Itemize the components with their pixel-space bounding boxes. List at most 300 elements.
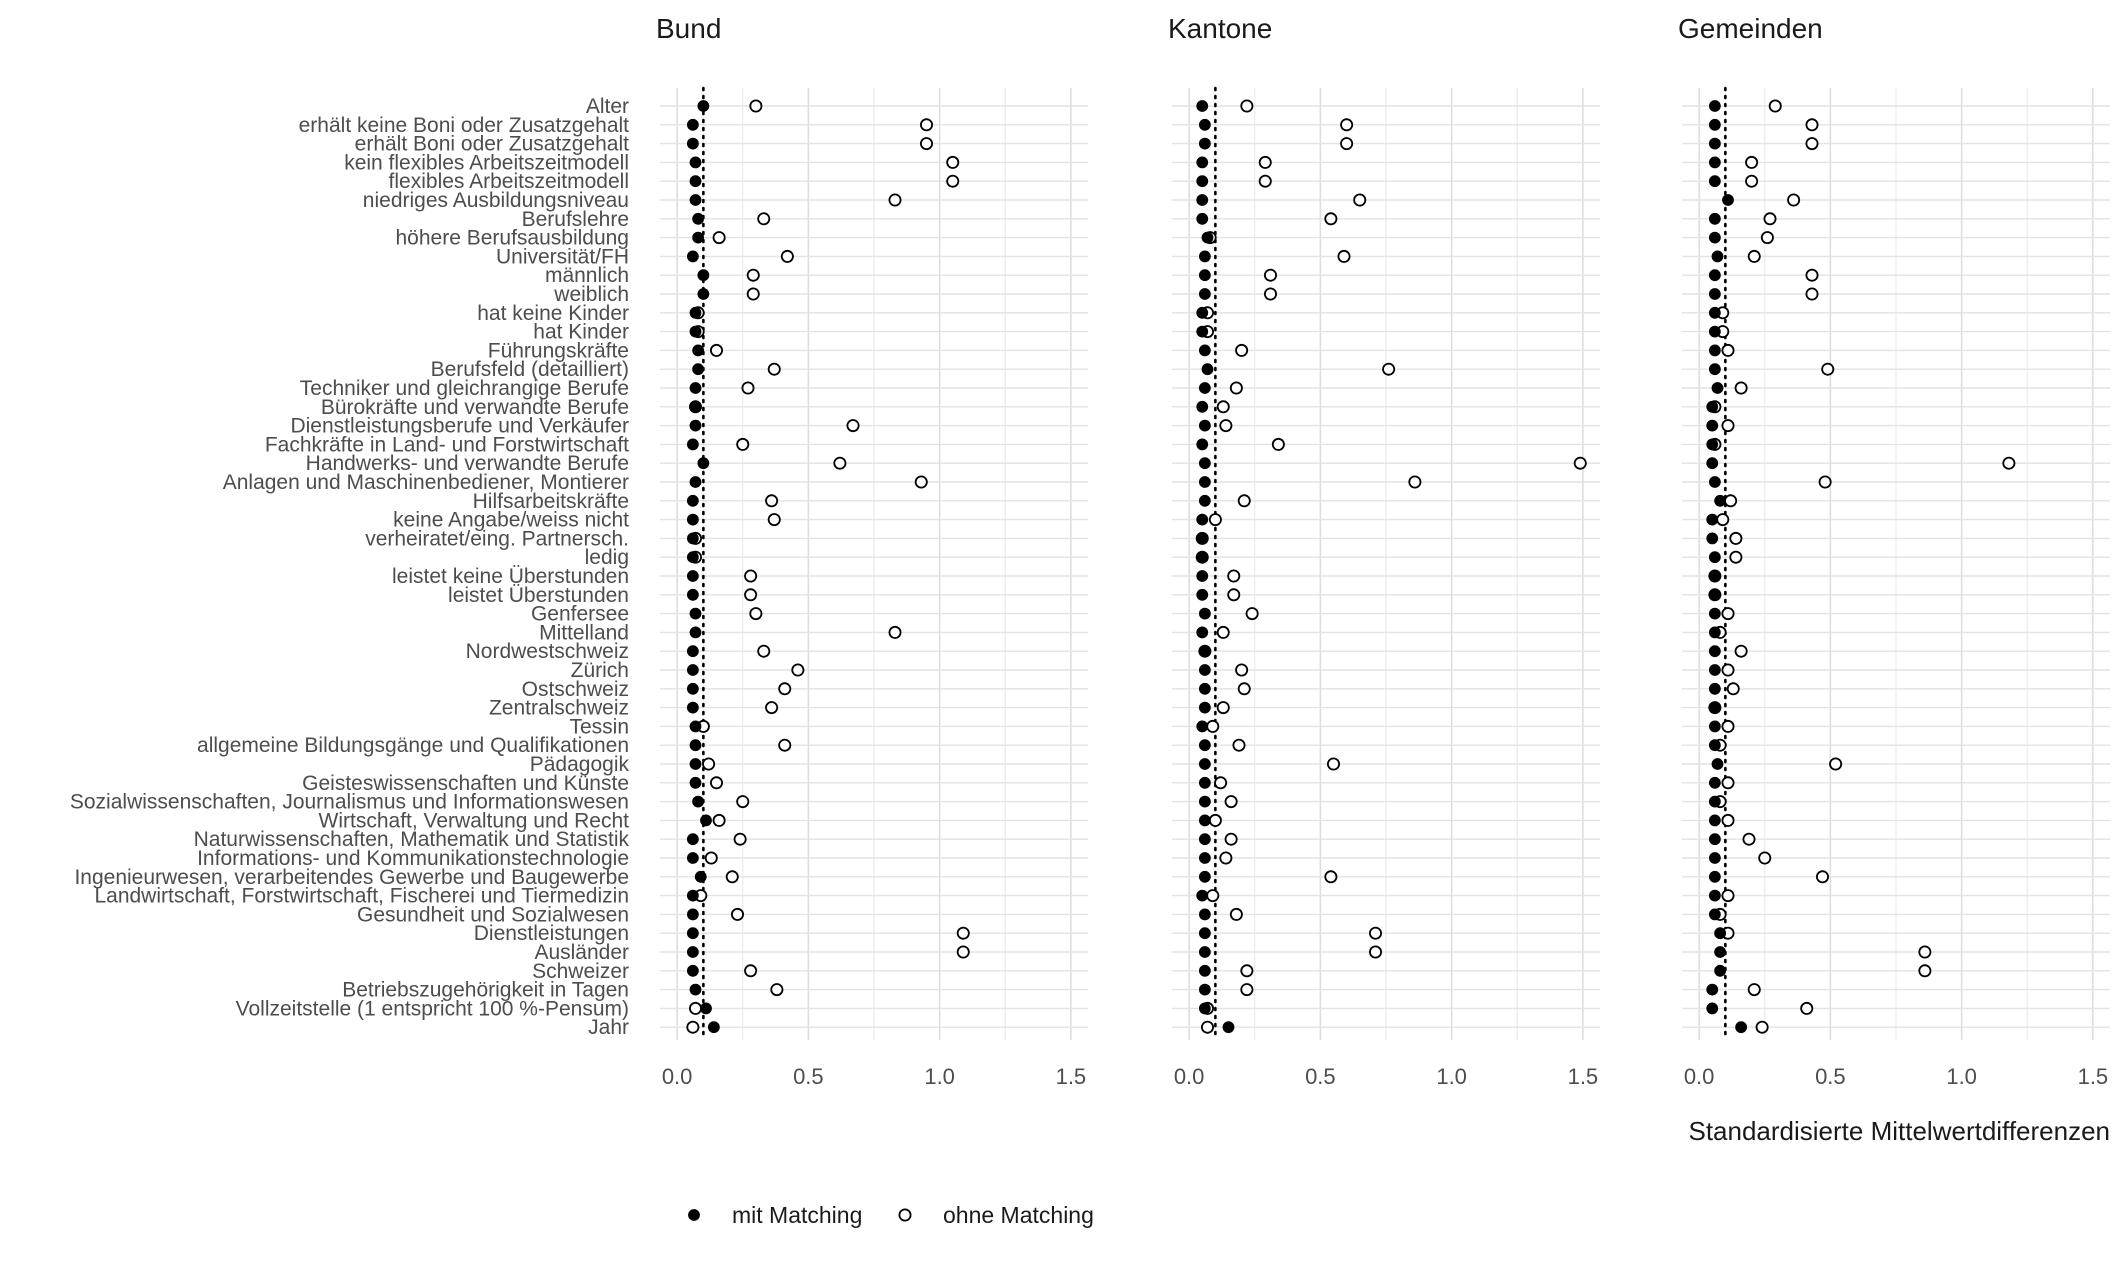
point-ohne-matching bbox=[921, 138, 932, 149]
point-ohne-matching bbox=[1749, 984, 1760, 995]
point-ohne-matching bbox=[742, 382, 753, 393]
point-mit-matching bbox=[1223, 1022, 1234, 1033]
point-mit-matching bbox=[1709, 270, 1720, 281]
point-ohne-matching bbox=[1919, 965, 1930, 976]
point-mit-matching bbox=[1197, 307, 1208, 318]
point-ohne-matching bbox=[758, 646, 769, 657]
category-label: niedriges Ausbildungsniveau bbox=[362, 189, 629, 212]
point-ohne-matching bbox=[1325, 871, 1336, 882]
point-mit-matching bbox=[1197, 571, 1208, 582]
point-mit-matching bbox=[1199, 119, 1210, 130]
panel-title: Bund bbox=[656, 13, 722, 44]
point-ohne-matching bbox=[1722, 890, 1733, 901]
point-mit-matching bbox=[695, 871, 706, 882]
point-ohne-matching bbox=[714, 815, 725, 826]
category-label: Betriebszugehörigkeit in Tagen bbox=[342, 978, 629, 1002]
point-mit-matching bbox=[1199, 383, 1210, 394]
point-mit-matching bbox=[1199, 928, 1210, 939]
point-ohne-matching bbox=[1260, 176, 1271, 187]
point-mit-matching bbox=[1197, 157, 1208, 168]
category-label: Techniker und gleichrangige Berufe bbox=[299, 377, 629, 400]
point-mit-matching bbox=[1715, 928, 1726, 939]
category-label: Universität/FH bbox=[495, 245, 629, 269]
point-ohne-matching bbox=[1746, 176, 1757, 187]
point-mit-matching bbox=[687, 552, 698, 563]
point-ohne-matching bbox=[1325, 213, 1336, 224]
category-label: Gesundheit und Sozialwesen bbox=[356, 903, 629, 927]
category-label: Schweizer bbox=[532, 959, 629, 983]
point-mit-matching bbox=[693, 232, 704, 243]
point-mit-matching bbox=[1197, 101, 1208, 112]
point-ohne-matching bbox=[1757, 1022, 1768, 1033]
point-mit-matching bbox=[1199, 834, 1210, 845]
point-mit-matching bbox=[1199, 477, 1210, 488]
point-ohne-matching bbox=[1801, 1003, 1812, 1014]
x-tick-label: 0.0 bbox=[1683, 1064, 1715, 1089]
point-mit-matching bbox=[698, 458, 709, 469]
category-label: Zentralschweiz bbox=[488, 696, 629, 720]
x-tick-label: 0.5 bbox=[1305, 1064, 1336, 1089]
point-mit-matching bbox=[1707, 533, 1718, 544]
point-mit-matching bbox=[1197, 627, 1208, 638]
x-tick-label: 1.5 bbox=[1567, 1064, 1599, 1089]
points bbox=[687, 100, 969, 1032]
point-mit-matching bbox=[1202, 364, 1213, 375]
category-label: Jahr bbox=[588, 1016, 629, 1040]
point-mit-matching bbox=[1709, 683, 1720, 694]
point-mit-matching bbox=[1709, 796, 1720, 807]
point-mit-matching bbox=[1197, 514, 1208, 525]
point-ohne-matching bbox=[690, 1003, 701, 1014]
point-mit-matching bbox=[687, 571, 698, 582]
point-mit-matching bbox=[1199, 608, 1210, 619]
category-label: hat keine Kinder bbox=[477, 301, 629, 325]
point-ohne-matching bbox=[771, 984, 782, 995]
point-mit-matching bbox=[1712, 759, 1723, 770]
point-ohne-matching bbox=[779, 740, 790, 751]
point-mit-matching bbox=[1709, 853, 1720, 864]
point-mit-matching bbox=[1707, 1003, 1718, 1014]
point-mit-matching bbox=[687, 965, 698, 976]
point-ohne-matching bbox=[2003, 458, 2014, 469]
category-label: hat Kinder bbox=[533, 320, 629, 344]
point-mit-matching bbox=[1197, 890, 1208, 901]
category-label: Berufslehre bbox=[521, 207, 629, 231]
point-ohne-matching bbox=[750, 100, 761, 111]
point-mit-matching bbox=[1199, 871, 1210, 882]
point-ohne-matching bbox=[769, 364, 780, 375]
point-ohne-matching bbox=[1218, 401, 1229, 412]
point-ohne-matching bbox=[1207, 721, 1218, 732]
point-mit-matching bbox=[1707, 514, 1718, 525]
point-ohne-matching bbox=[1730, 533, 1741, 544]
panel-kantone bbox=[1168, 13, 1600, 1089]
points bbox=[1707, 100, 2015, 1032]
point-mit-matching bbox=[1199, 646, 1210, 657]
point-ohne-matching bbox=[1273, 439, 1284, 450]
point-ohne-matching bbox=[1830, 758, 1841, 769]
point-ohne-matching bbox=[1749, 251, 1760, 262]
point-mit-matching bbox=[693, 213, 704, 224]
category-label: kein flexibles Arbeitszeitmodell bbox=[344, 151, 629, 175]
point-mit-matching bbox=[1199, 759, 1210, 770]
point-mit-matching bbox=[1709, 307, 1720, 318]
point-mit-matching bbox=[693, 796, 704, 807]
legend-label-ohne-matching: ohne Matching bbox=[943, 1202, 1094, 1228]
point-ohne-matching bbox=[1218, 702, 1229, 713]
category-label: Berufsfeld (detailliert) bbox=[430, 358, 629, 382]
point-mit-matching bbox=[698, 289, 709, 300]
point-ohne-matching bbox=[1233, 740, 1244, 751]
panel-title: Kantone bbox=[1168, 13, 1273, 44]
category-label: erhält keine Boni oder Zusatzgehalt bbox=[298, 113, 629, 137]
category-label: Naturwissenschaften, Mathematik und Statistik bbox=[193, 828, 629, 852]
point-ohne-matching bbox=[1228, 589, 1239, 600]
point-ohne-matching bbox=[1228, 570, 1239, 581]
point-ohne-matching bbox=[766, 702, 777, 713]
category-label: Landwirtschaft, Forstwirtschaft, Fischerei und Tiermedizin bbox=[94, 884, 629, 908]
point-mit-matching bbox=[1712, 251, 1723, 262]
category-label: Ingenieurwesen, verarbeitendes Gewerbe und Baugewerbe bbox=[74, 865, 629, 889]
point-mit-matching bbox=[687, 890, 698, 901]
category-label: Hilfsarbeitskräfte bbox=[472, 489, 629, 513]
category-label: Bürokräfte und verwandte Berufe bbox=[320, 395, 629, 419]
point-ohne-matching bbox=[711, 345, 722, 356]
point-mit-matching bbox=[690, 420, 701, 431]
point-mit-matching bbox=[693, 345, 704, 356]
category-label: Dienstleistungen bbox=[473, 922, 629, 946]
point-mit-matching bbox=[1709, 909, 1720, 920]
point-ohne-matching bbox=[1717, 514, 1728, 525]
point-ohne-matching bbox=[1822, 364, 1833, 375]
category-label: Ostschweiz bbox=[521, 677, 629, 701]
point-mit-matching bbox=[1709, 326, 1720, 337]
point-ohne-matching bbox=[1409, 476, 1420, 487]
point-mit-matching bbox=[1709, 176, 1720, 187]
point-mit-matching bbox=[1199, 796, 1210, 807]
point-mit-matching bbox=[690, 401, 701, 412]
point-mit-matching bbox=[1197, 213, 1208, 224]
point-mit-matching bbox=[1199, 702, 1210, 713]
point-ohne-matching bbox=[1736, 382, 1747, 393]
category-label: weiblich bbox=[554, 283, 629, 306]
point-mit-matching bbox=[1199, 495, 1210, 506]
point-mit-matching bbox=[690, 777, 701, 788]
point-ohne-matching bbox=[1239, 683, 1250, 694]
point-mit-matching bbox=[1707, 420, 1718, 431]
x-tick-label: 0.5 bbox=[1815, 1064, 1846, 1089]
point-mit-matching bbox=[1709, 646, 1720, 657]
point-mit-matching bbox=[1199, 683, 1210, 694]
point-ohne-matching bbox=[1736, 646, 1747, 657]
point-mit-matching bbox=[1199, 947, 1210, 958]
point-mit-matching bbox=[1199, 909, 1210, 920]
point-mit-matching bbox=[1709, 477, 1720, 488]
point-mit-matching bbox=[1712, 383, 1723, 394]
point-mit-matching bbox=[1723, 195, 1734, 206]
point-ohne-matching bbox=[1788, 194, 1799, 205]
point-mit-matching bbox=[1709, 289, 1720, 300]
legend-marker-ohne-matching bbox=[899, 1209, 910, 1220]
point-mit-matching bbox=[1709, 702, 1720, 713]
point-ohne-matching bbox=[1730, 552, 1741, 563]
point-mit-matching bbox=[687, 702, 698, 713]
point-mit-matching bbox=[687, 947, 698, 958]
point-ohne-matching bbox=[1231, 909, 1242, 920]
point-ohne-matching bbox=[1722, 420, 1733, 431]
point-ohne-matching bbox=[735, 834, 746, 845]
point-mit-matching bbox=[1199, 345, 1210, 356]
point-ohne-matching bbox=[1226, 834, 1237, 845]
point-mit-matching bbox=[687, 138, 698, 149]
point-mit-matching bbox=[690, 740, 701, 751]
legend bbox=[689, 1202, 1094, 1228]
point-ohne-matching bbox=[782, 251, 793, 262]
point-ohne-matching bbox=[687, 1022, 698, 1033]
point-mit-matching bbox=[1709, 589, 1720, 600]
point-ohne-matching bbox=[748, 288, 759, 299]
point-mit-matching bbox=[1709, 571, 1720, 582]
point-ohne-matching bbox=[1722, 608, 1733, 619]
point-ohne-matching bbox=[921, 119, 932, 130]
point-mit-matching bbox=[687, 853, 698, 864]
point-ohne-matching bbox=[706, 852, 717, 863]
point-mit-matching bbox=[1709, 345, 1720, 356]
point-ohne-matching bbox=[1241, 984, 1252, 995]
category-label: Wirtschaft, Verwaltung und Recht bbox=[318, 809, 629, 833]
point-ohne-matching bbox=[1202, 1022, 1213, 1033]
point-mit-matching bbox=[687, 646, 698, 657]
point-mit-matching bbox=[690, 383, 701, 394]
point-ohne-matching bbox=[1722, 777, 1733, 788]
point-ohne-matching bbox=[1231, 382, 1242, 393]
point-ohne-matching bbox=[1265, 270, 1276, 281]
point-ohne-matching bbox=[1236, 345, 1247, 356]
panel-title: Gemeinden bbox=[1678, 13, 1823, 44]
point-mit-matching bbox=[1199, 1003, 1210, 1014]
point-mit-matching bbox=[1709, 871, 1720, 882]
point-mit-matching bbox=[690, 721, 701, 732]
category-label: ledig bbox=[584, 546, 629, 570]
category-label: Dienstleistungsberufe und Verkäufer bbox=[290, 414, 629, 438]
point-ohne-matching bbox=[958, 928, 969, 939]
point-mit-matching bbox=[1199, 420, 1210, 431]
point-ohne-matching bbox=[1820, 476, 1831, 487]
point-mit-matching bbox=[1197, 589, 1208, 600]
point-ohne-matching bbox=[1207, 890, 1218, 901]
point-ohne-matching bbox=[711, 777, 722, 788]
point-mit-matching bbox=[1709, 157, 1720, 168]
point-mit-matching bbox=[708, 1022, 719, 1033]
point-mit-matching bbox=[687, 589, 698, 600]
point-ohne-matching bbox=[1370, 928, 1381, 939]
point-mit-matching bbox=[1709, 777, 1720, 788]
category-label: Nordwestschweiz bbox=[465, 640, 629, 664]
point-ohne-matching bbox=[766, 495, 777, 506]
point-ohne-matching bbox=[748, 270, 759, 281]
point-mit-matching bbox=[701, 1003, 712, 1014]
category-label: leistet Überstunden bbox=[448, 583, 629, 607]
point-mit-matching bbox=[701, 815, 712, 826]
point-mit-matching bbox=[687, 683, 698, 694]
grid bbox=[1172, 88, 1600, 1040]
category-label: Pädagogik bbox=[529, 753, 629, 776]
point-mit-matching bbox=[1199, 853, 1210, 864]
point-ohne-matching bbox=[1759, 852, 1770, 863]
category-label: Fachkräfte in Land- und Forstwirtschaft bbox=[264, 433, 629, 457]
point-mit-matching bbox=[1197, 552, 1208, 563]
point-ohne-matching bbox=[745, 589, 756, 600]
category-label: keine Angabe/weiss nicht bbox=[393, 508, 629, 532]
category-label: Führungskräfte bbox=[487, 339, 629, 363]
point-mit-matching bbox=[1709, 721, 1720, 732]
point-mit-matching bbox=[1197, 326, 1208, 337]
point-mit-matching bbox=[1199, 138, 1210, 149]
category-label: Zürich bbox=[570, 659, 629, 682]
point-mit-matching bbox=[1707, 439, 1718, 450]
point-ohne-matching bbox=[1722, 664, 1733, 675]
point-mit-matching bbox=[1709, 364, 1720, 375]
point-ohne-matching bbox=[1260, 157, 1271, 168]
point-ohne-matching bbox=[1328, 758, 1339, 769]
point-ohne-matching bbox=[1806, 270, 1817, 281]
point-ohne-matching bbox=[1370, 946, 1381, 957]
point-ohne-matching bbox=[1743, 834, 1754, 845]
point-mit-matching bbox=[1715, 947, 1726, 958]
point-ohne-matching bbox=[1218, 627, 1229, 638]
point-mit-matching bbox=[1707, 401, 1718, 412]
panel-gemeinden bbox=[1678, 13, 2110, 1089]
point-ohne-matching bbox=[958, 946, 969, 957]
point-mit-matching bbox=[1715, 965, 1726, 976]
category-label: Sozialwissenschaften, Journalismus und Informationswesen bbox=[69, 790, 629, 814]
x-tick-label: 1.0 bbox=[1436, 1064, 1467, 1089]
point-ohne-matching bbox=[889, 194, 900, 205]
point-mit-matching bbox=[1197, 439, 1208, 450]
point-mit-matching bbox=[1707, 458, 1718, 469]
point-ohne-matching bbox=[847, 420, 858, 431]
point-ohne-matching bbox=[1806, 138, 1817, 149]
point-ohne-matching bbox=[1806, 119, 1817, 130]
point-mit-matching bbox=[1715, 495, 1726, 506]
point-mit-matching bbox=[1199, 984, 1210, 995]
point-ohne-matching bbox=[1236, 664, 1247, 675]
category-labels bbox=[70, 95, 630, 1039]
point-mit-matching bbox=[1709, 740, 1720, 751]
point-ohne-matching bbox=[1919, 946, 1930, 957]
point-mit-matching bbox=[1709, 213, 1720, 224]
point-mit-matching bbox=[1709, 138, 1720, 149]
point-mit-matching bbox=[1709, 834, 1720, 845]
point-mit-matching bbox=[1199, 777, 1210, 788]
point-ohne-matching bbox=[1725, 495, 1736, 506]
point-mit-matching bbox=[1199, 458, 1210, 469]
point-mit-matching bbox=[1709, 665, 1720, 676]
point-mit-matching bbox=[690, 176, 701, 187]
point-mit-matching bbox=[690, 477, 701, 488]
point-mit-matching bbox=[690, 627, 701, 638]
point-mit-matching bbox=[687, 928, 698, 939]
category-label: Anlagen und Maschinenbediener, Montierer bbox=[222, 471, 629, 494]
category-label: verheiratet/eing. Partnersch. bbox=[365, 527, 629, 551]
x-tick-label: 0.0 bbox=[1173, 1064, 1205, 1089]
point-mit-matching bbox=[1199, 740, 1210, 751]
category-label: männlich bbox=[544, 264, 629, 288]
point-ohne-matching bbox=[947, 157, 958, 168]
point-ohne-matching bbox=[1575, 458, 1586, 469]
point-mit-matching bbox=[690, 157, 701, 168]
point-ohne-matching bbox=[947, 176, 958, 187]
point-ohne-matching bbox=[1762, 232, 1773, 243]
point-ohne-matching bbox=[1722, 345, 1733, 356]
category-label: Informations- und Kommunikationstechnologie bbox=[197, 847, 629, 870]
point-ohne-matching bbox=[889, 627, 900, 638]
point-mit-matching bbox=[1197, 195, 1208, 206]
point-mit-matching bbox=[687, 665, 698, 676]
point-ohne-matching bbox=[1722, 721, 1733, 732]
point-ohne-matching bbox=[1265, 288, 1276, 299]
category-label: Handwerks- und verwandte Berufe bbox=[305, 452, 629, 476]
category-label: Genfersee bbox=[530, 602, 629, 626]
point-ohne-matching bbox=[714, 232, 725, 243]
point-mit-matching bbox=[1197, 401, 1208, 412]
point-ohne-matching bbox=[745, 570, 756, 581]
point-ohne-matching bbox=[745, 965, 756, 976]
panel-bund bbox=[656, 13, 1088, 1089]
point-ohne-matching bbox=[1241, 965, 1252, 976]
point-mit-matching bbox=[690, 608, 701, 619]
point-ohne-matching bbox=[1764, 213, 1775, 224]
point-mit-matching bbox=[698, 101, 709, 112]
point-mit-matching bbox=[1199, 815, 1210, 826]
point-ohne-matching bbox=[1210, 815, 1221, 826]
point-mit-matching bbox=[1199, 270, 1210, 281]
point-mit-matching bbox=[687, 533, 698, 544]
category-label: Alter bbox=[585, 95, 629, 118]
point-ohne-matching bbox=[703, 758, 714, 769]
point-mit-matching bbox=[1199, 251, 1210, 262]
point-ohne-matching bbox=[792, 664, 803, 675]
point-mit-matching bbox=[1709, 119, 1720, 130]
point-mit-matching bbox=[1709, 552, 1720, 563]
point-mit-matching bbox=[687, 119, 698, 130]
x-tick-label: 0.0 bbox=[661, 1064, 693, 1089]
point-mit-matching bbox=[1202, 232, 1213, 243]
x-tick-label: 0.5 bbox=[793, 1064, 824, 1089]
point-mit-matching bbox=[690, 307, 701, 318]
point-mit-matching bbox=[1709, 890, 1720, 901]
point-mit-matching bbox=[687, 495, 698, 506]
x-tick-label: 1.0 bbox=[924, 1064, 955, 1089]
point-ohne-matching bbox=[1746, 157, 1757, 168]
point-ohne-matching bbox=[1817, 871, 1828, 882]
legend-label-mit-matching: mit Matching bbox=[732, 1202, 863, 1228]
x-axis-title: Standardisierte Mittelwertdifferenzen bbox=[1688, 1116, 2110, 1146]
point-mit-matching bbox=[1707, 984, 1718, 995]
point-ohne-matching bbox=[1220, 420, 1231, 431]
category-label: Mittelland bbox=[539, 621, 629, 645]
point-ohne-matching bbox=[1215, 777, 1226, 788]
point-mit-matching bbox=[1197, 176, 1208, 187]
category-label: allgemeine Bildungsgänge und Qualifikationen bbox=[197, 734, 629, 758]
point-mit-matching bbox=[1736, 1022, 1747, 1033]
point-ohne-matching bbox=[1341, 138, 1352, 149]
category-label: Vollzeitstelle (1 entspricht 100 %-Pensum) bbox=[235, 997, 629, 1021]
point-ohne-matching bbox=[732, 909, 743, 920]
point-mit-matching bbox=[1197, 533, 1208, 544]
grid bbox=[1682, 88, 2110, 1040]
x-tick-label: 1.5 bbox=[2077, 1064, 2109, 1089]
